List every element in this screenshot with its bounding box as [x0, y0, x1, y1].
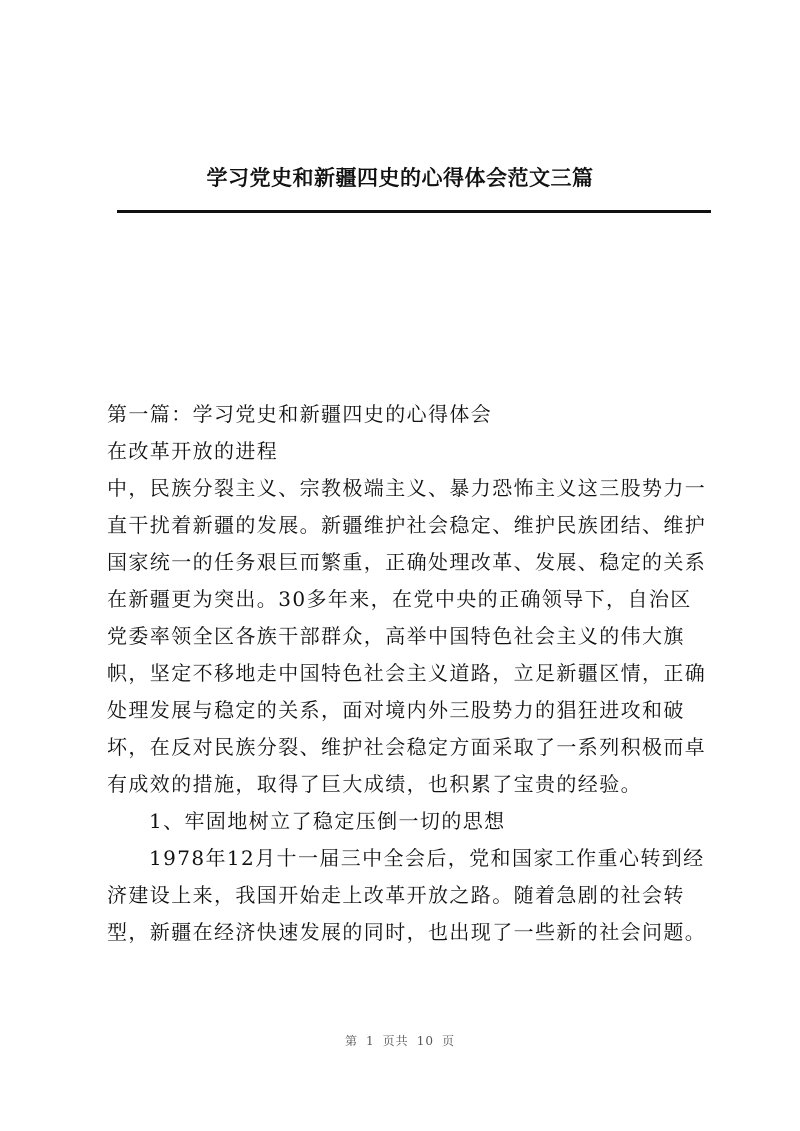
subheading-paragraph [107, 803, 713, 840]
paragraph-line: 济建设上来，我国开始走上改革开放之路。随着急剧的社会转 [107, 883, 685, 907]
section-heading: 第一篇：学习党史和新疆四史的心得体会 [107, 402, 493, 426]
paragraph-line: 在新疆更为突出。30多年来，在党中央的正确领导下，自治区 [107, 587, 692, 611]
page-footer [0, 1032, 800, 1049]
current-page-number: 1 [366, 1034, 375, 1048]
paragraph-line: 1978年12月十一届三中全会后，党和国家工作重心转到经 [149, 846, 705, 870]
paragraph-line: 国家统一的任务艰巨而繁重，正确处理改革、发展、稳定的关系 [107, 550, 707, 574]
paragraph-line: 坏，在反对民族分裂、维护社会稳定方面采取了一系列积极而卓 [107, 735, 707, 759]
paragraph-2 [107, 840, 713, 951]
paragraph-line: 有成效的措施，取得了巨大成绩，也积累了宝贵的经验。 [107, 772, 642, 796]
document-title: 学习党史和新疆四史的心得体会范文三篇 [206, 165, 594, 190]
paragraph-line: 党委率领全区各族干部群众，高举中国特色社会主义的伟大旗 [107, 624, 685, 648]
document-body [107, 396, 713, 951]
paragraph-line-text: 在改革开放的进程 [107, 439, 279, 463]
total-pages-number: 10 [416, 1034, 434, 1048]
subheading: 1、牢固地树立了稳定压倒一切的思想 [149, 809, 506, 833]
footer-suffix: 页 [441, 1034, 455, 1048]
paragraph-line [107, 396, 713, 470]
paragraph-line: 帜，坚定不移地走中国特色社会主义道路，立足新疆区情，正确 [107, 661, 707, 685]
paragraph-1 [107, 396, 713, 803]
paragraph-line: 直干扰着新疆的发展。新疆维护社会稳定、维护民族团结、维护 [107, 513, 707, 537]
paragraph-line: 中，民族分裂主义、宗教极端主义、暴力恐怖主义这三股势力一 [107, 476, 707, 500]
paragraph-line: 型，新疆在经济快速发展的同时，也出现了一些新的社会问题。 [107, 920, 707, 944]
title-underline [117, 210, 711, 213]
footer-middle: 页共 [382, 1034, 409, 1048]
paragraph-line: 处理发展与稳定的关系，面对境内外三股势力的猖狂进攻和破 [107, 698, 685, 722]
footer-prefix: 第 [345, 1034, 359, 1048]
